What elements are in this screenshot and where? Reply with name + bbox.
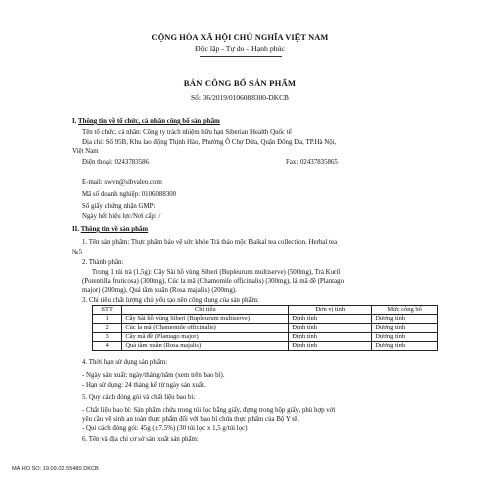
gmp-certificate: Số giấy chứng nhận GMP: — [82, 203, 156, 210]
address-line-2: Việt Nam — [72, 148, 99, 155]
document-number: Số: 36/2019/0106088300-DKCB — [191, 93, 289, 102]
tax-code: Mã số doanh nghiệp: 0106088300 — [82, 191, 177, 198]
motto: Độc lập - Tự do - Hạnh phúc — [194, 44, 286, 53]
dossier-code: MA HO SO: 19.09.02.55480.DKCB — [12, 466, 99, 472]
quality-criteria-heading: 3. Chỉ tiêu chất lượng chủ yếu tạo nên công dụng của sản phẩm: — [82, 297, 259, 304]
table-header-cell: STT — [93, 306, 122, 315]
product-name-line-2: №5 — [72, 249, 83, 256]
table-cell: Dương tính — [372, 333, 438, 342]
table-cell: Định tính — [289, 324, 372, 333]
email: E-mail: swvn@sibvaleo.com — [82, 179, 162, 186]
section2-number: II. — [72, 226, 80, 233]
document-title: BẢN CÔNG BỐ SẢN PHẨM — [183, 78, 297, 88]
table-cell: Quả tầm xuân (Rosa majalis) — [122, 342, 289, 351]
table-cell: 2 — [93, 324, 122, 333]
section1-number: I. — [72, 118, 77, 125]
ingredients-line-2: (Potentilla fruticosa) (300mg), Cúc la mã (Chamomile officinalis) (300mg), lá mã đề (Plantago — [82, 278, 345, 285]
table-header-row — [93, 306, 438, 315]
table-cell: Dương tính — [372, 315, 438, 324]
product-name-line-1: 1. Tên sản phẩm: Thực phẩm bảo vệ sức khỏe Trà thảo mộc Baikal tea collection. Herbal tea — [82, 239, 338, 246]
table-row — [93, 324, 438, 333]
table-cell: Định tính — [289, 315, 372, 324]
section1-heading — [72, 117, 220, 126]
table-cell: 4 — [93, 342, 122, 351]
section2-title: Thông tin về sản phẩm — [80, 226, 149, 233]
address-line-1: Địa chỉ: Số 95B, Khu lao động Thịnh Hào, Phường Ô Chợ Dừa, Quận Đống Đa, TP.Hà Nội, — [82, 139, 337, 146]
quality-criteria-table — [92, 305, 438, 351]
section2-heading — [72, 225, 148, 234]
packaging-heading: 5. Quy cách đóng gói và chất liệu bao bì: — [82, 394, 196, 401]
manufacture-date: - Ngày sản xuất: ngày/tháng/năm (xem trên bao bì). — [82, 372, 225, 379]
phone: Điện thoại: 0243783586 — [82, 159, 149, 166]
table-cell: Định tính — [289, 333, 372, 342]
expiry-period: - Hạn sử dụng: 24 tháng kể từ ngày sản xuất. — [82, 382, 206, 389]
table-cell: Dương tính — [372, 342, 438, 351]
section1-title: Thông tin về tổ chức, cá nhân công bố sản phẩm — [78, 118, 220, 125]
table-cell: Cây Sài hồ vùng Siberi (Bupleurum multiserve) — [122, 315, 289, 324]
table-cell: Dương tính — [372, 324, 438, 333]
table-cell: 3 — [93, 333, 122, 342]
table-header-cell: Chỉ tiêu — [122, 306, 289, 315]
table-row — [93, 342, 438, 351]
ingredients-line-3: major) (200mg), Quả tầm xuân (Rosa majalis) (200mg). — [82, 287, 237, 294]
ingredients-line-1: Trong 1 túi trà (1,5g): Cây Sài hồ vùng Siberi (Bupleurum multiserve) (500mg), Trà Kuril — [92, 269, 341, 276]
table-cell: Cây mã đề (Plantago major) — [122, 333, 289, 342]
table-header-cell: Mức công bố — [372, 306, 438, 315]
ingredients-heading: 2. Thành phần: — [82, 259, 124, 266]
gmp-expiry: Ngày hết hiệu lực/Nơi cấp: / — [82, 213, 161, 220]
table-row — [93, 333, 438, 342]
country-heading: CỘNG HÒA XÃ HỘI CHỦ NGHĨA VIỆT NAM — [151, 33, 329, 42]
packaging-material-line-2: yêu cầu vệ sinh an toàn thực phẩm đối với bao bì chứa thực phẩm của Bộ Y tế. — [82, 416, 299, 423]
fax: Fax: 02437835865 — [286, 159, 338, 166]
table-cell: Cúc la mã (Chamomile officinalis) — [122, 324, 289, 333]
table-header-cell: Đơn vị tính — [289, 306, 372, 315]
shelf-life-heading: 4. Thời hạn sử dụng sản phẩm: — [82, 359, 168, 366]
manufacturer-heading: 6. Tên và địa chỉ cơ sở sản xuất sản phẩm: — [82, 436, 199, 443]
org-name: Tên tổ chức, cá nhân: Công ty trách nhiệm hữu hạn Siberian Health Quốc tế — [82, 129, 292, 136]
packaging-spec: - Qui cách đóng gói: 45g (±7,5%) (30 túi lọc x 1,5 g/túi lọc) — [82, 425, 248, 432]
packaging-material-line-1: - Chất liệu bao bì: Sản phẩm chứa trong túi lọc bằng giấy, đựng trong hộp giấy, phù hợp với — [82, 407, 336, 414]
header-underline — [200, 56, 282, 57]
table-cell: 1 — [93, 315, 122, 324]
table-cell: Định tính — [289, 342, 372, 351]
table-row — [93, 315, 438, 324]
